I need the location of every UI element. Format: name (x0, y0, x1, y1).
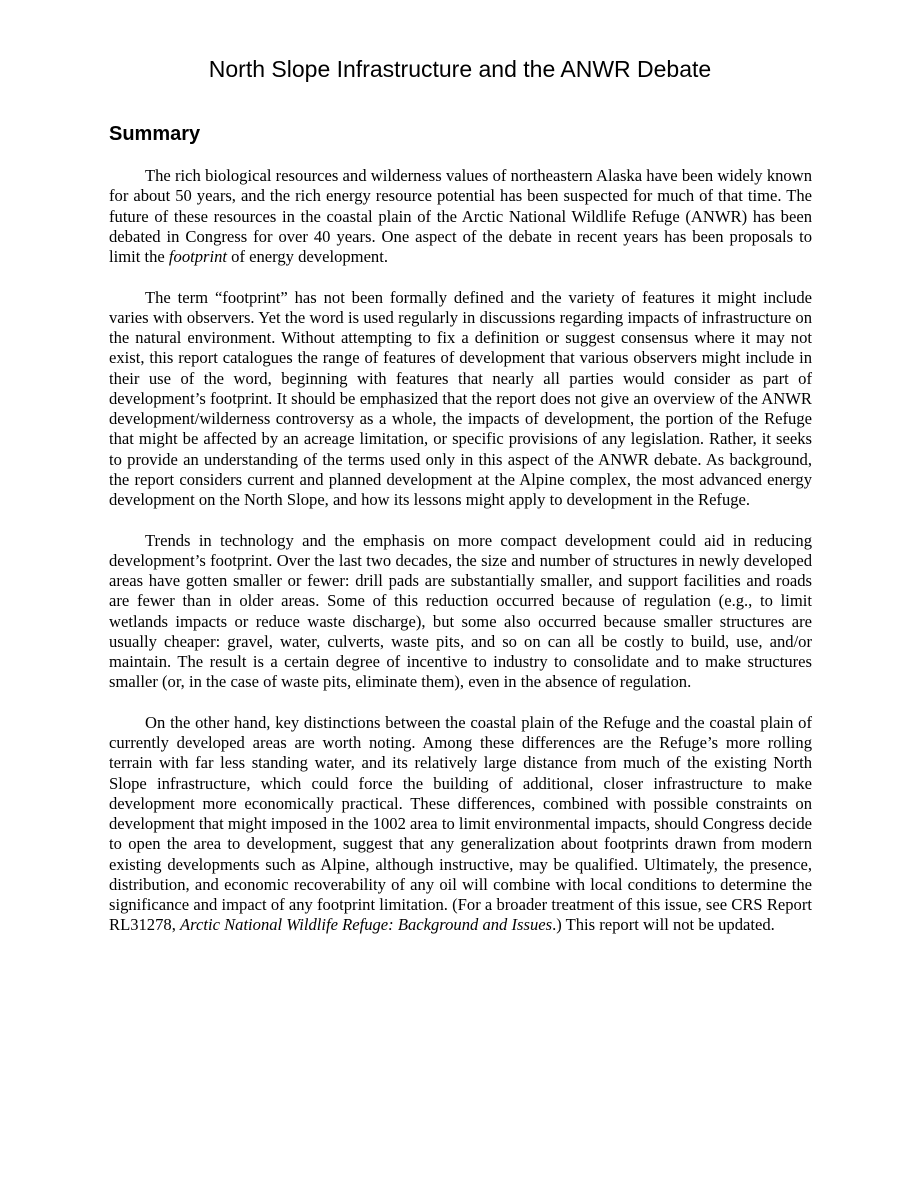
report-title-citation: Arctic National Wildlife Refuge: Background and Issues (180, 915, 553, 935)
paragraph-text: of energy development. (227, 247, 388, 266)
italic-term: footprint (168, 247, 228, 266)
summary-paragraph (109, 531, 812, 693)
paragraph-text: On the other hand, key distinctions between the coastal plain of the Refuge and the coastal plain of currently developed areas are worth noting. Among these differences are the Refuge’s more rolling terrain with far less standing water, and its relatively large distance from much of the existing North Slope infrastructure, which could force the building of additional, closer infrastructure to make development more economically practical. These differences, combined with possible constraints on development that might imposed in the 1002 area to limit environmental impacts, should Congress decide to open the area to development, suggest that any generalization about footprints drawn from modern existing developments such as Alpine, although instructive, may be qualified. Ultimately, the presence, distribution, and economic recoverability of any oil will combine with local conditions to determine the significance and impact of any footprint limitation. (For a broader treatment of this issue, see CRS Report RL31278, (109, 712, 812, 935)
paragraph-text: The term “footprint” has not been formally defined and the variety of features it might include varies with observers. Yet the word is used regularly in discussions regarding impacts of infrastructure on the natural environment. Without attempting to fix a definition or suggest consensus where it may not exist, this report catalogues the range of features of development that various observers might include in their use of the word, beginning with features that nearly all parties would consider as part of development’s footprint. It should be emphasized that the report does not give an overview of the ANWR development/wilderness controversy as a whole, the impacts of development, the portion of the Refuge that might be affected by an acreage limitation, or specific provisions of any legislation. Rather, it seeks to provide an understanding of the terms used only in this aspect of the ANWR debate. As background, the report considers current and planned development at the Alpine complex, the most advanced energy development on the North Slope, and how its lessons might apply to development in the Refuge. (109, 287, 812, 509)
summary-paragraph (109, 166, 812, 267)
paragraph-text: .) This report will not be updated. (552, 915, 775, 935)
document-title: North Slope Infrastructure and the ANWR Debate (208, 56, 712, 82)
summary-body (109, 166, 812, 936)
paragraph-text: Trends in technology and the emphasis on more compact development could aid in reducing development’s footprint. Over the last two decades, the size and number of structures in newly developed areas have gotten smaller or fewer: drill pads are substantially smaller, and support facilities and roads are fewer than in older areas. Some of this reduction occurred because of regulation (e.g., to limit wetlands impacts or reduce waste discharge), but some also occurred because smaller structures are usually cheaper: gravel, water, culverts, waste pits, and so on can all be costly to build, use, and/or maintain. The result is a certain degree of incentive to industry to consolidate and to make structures smaller (or, in the case of waste pits, eliminate them), even in the absence of regulation. (109, 530, 812, 692)
section-heading-summary: Summary (109, 123, 201, 145)
summary-paragraph (109, 713, 812, 936)
summary-paragraph (109, 288, 812, 511)
paragraph-text: The rich biological resources and wilderness values of northeastern Alaska have been widely known for about 50 years, and the rich energy resource potential has been suspected for much of that time. The future of these resources in the coastal plain of the Arctic National Wildlife Refuge (ANWR) has been debated in Congress for over 40 years. One aspect of the debate in recent years has been proposals to limit the (109, 166, 812, 266)
